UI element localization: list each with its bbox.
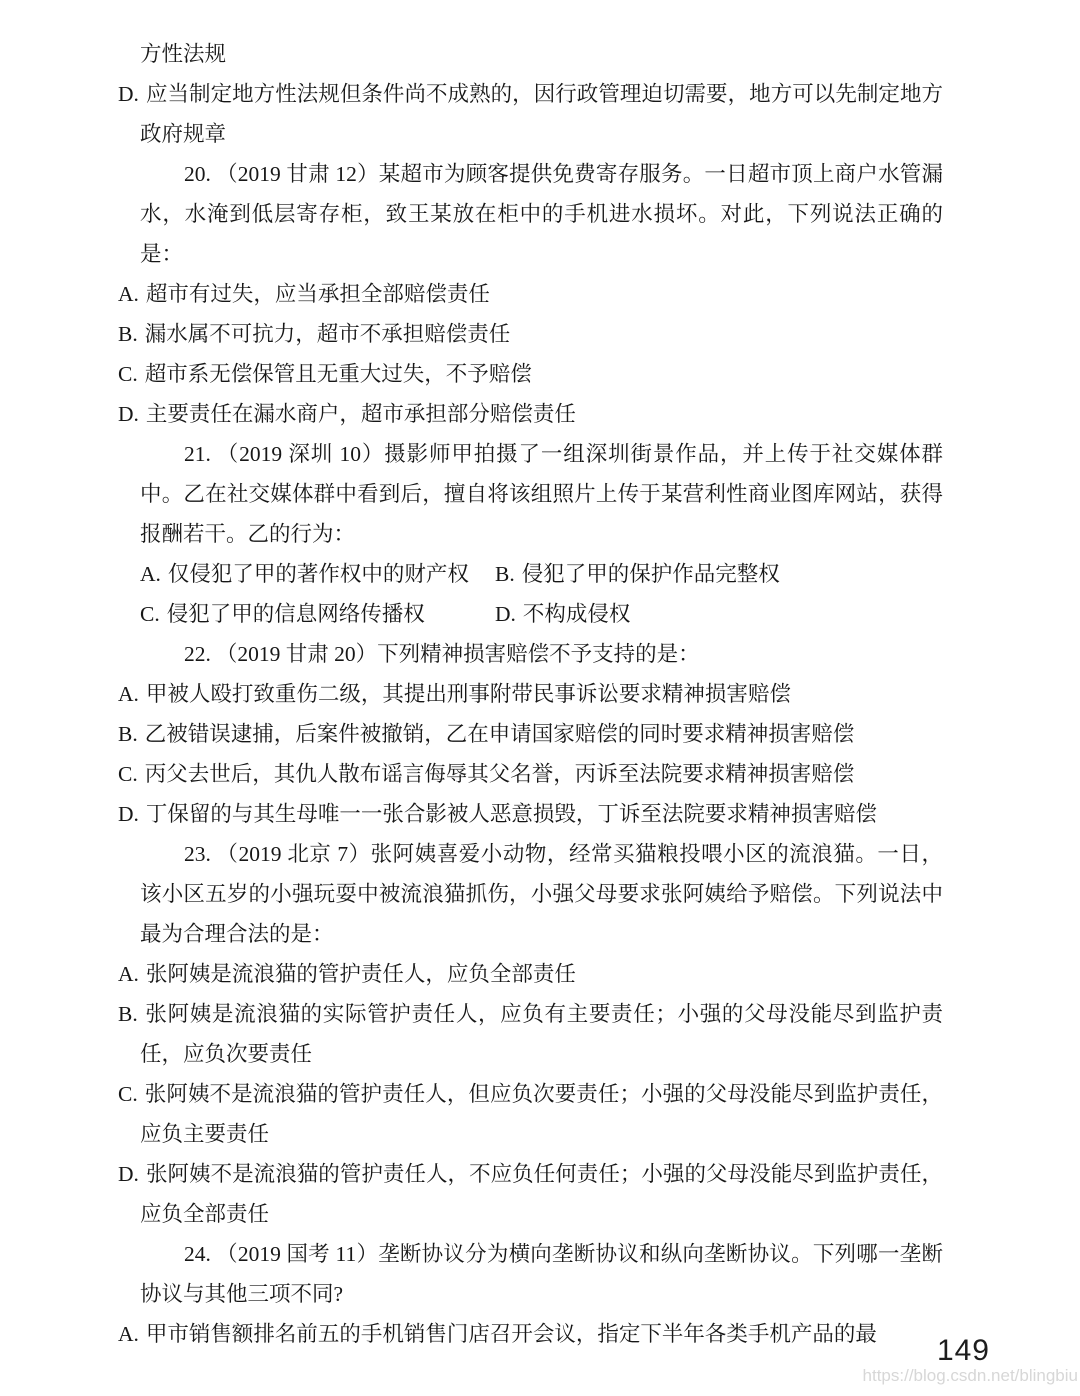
option-text: 丁保留的与其生母唯一一张合影被人恶意损毁，丁诉至法院要求精神损害赔偿 <box>145 802 877 826</box>
question-number: 23. <box>184 842 211 866</box>
option-label: B. <box>118 322 138 346</box>
option-text: 甲市销售额排名前五的手机销售门店召开会议，指定下半年各类手机产品的最 <box>145 1322 877 1346</box>
question-21-option-b <box>495 554 780 594</box>
option-label: A. <box>118 1322 139 1346</box>
option-label: D. <box>118 402 139 426</box>
question-22-option-d <box>118 794 943 834</box>
option-label: A. <box>118 282 139 306</box>
option-label: A. <box>118 962 139 986</box>
option-label: D. <box>118 1162 139 1186</box>
option-text: 超市有过失，应当承担全部赔偿责任 <box>145 282 490 306</box>
page-number: 149 <box>936 1334 990 1367</box>
option-text: 张阿姨是流浪猫的实际管护责任人，应负有主要责任；小强的父母没能尽到监护责任，应负次要责任 <box>140 1002 943 1066</box>
option-label: B. <box>118 722 138 746</box>
question-21-option-d <box>495 594 630 634</box>
question-text: 垄断协议分为横向垄断协议和纵向垄断协议。下列哪一垄断协议与其他三项不同? <box>140 1242 943 1306</box>
option-text: 仅侵犯了甲的著作权中的财产权 <box>167 562 469 586</box>
question-20-option-b <box>118 314 943 354</box>
option-label: B. <box>118 1002 138 1026</box>
option-label: A. <box>140 562 161 586</box>
option-label: C. <box>118 1082 138 1106</box>
option-label: D. <box>118 82 139 106</box>
option-label: A. <box>118 682 139 706</box>
question-text: 张阿姨喜爱小动物，经常买猫粮投喂小区的流浪猫。一日，该小区五岁的小强玩耍中被流浪猫抓伤，小强父母要求张阿姨给予赔偿。下列说法中最为合理合法的是： <box>140 842 943 946</box>
option-text: 侵犯了甲的信息网络传播权 <box>166 602 425 626</box>
question-number: 22. <box>184 642 211 666</box>
question-23-option-b <box>118 994 943 1074</box>
carryover-option-d <box>118 74 943 154</box>
question-20-stem <box>140 154 943 274</box>
question-21-options-row-2 <box>140 594 943 634</box>
question-source: （2019 北京 7） <box>215 842 371 866</box>
option-label: D. <box>495 602 516 626</box>
question-22-stem <box>140 634 943 674</box>
question-21-options-row-1 <box>140 554 943 594</box>
question-20-option-c <box>118 354 943 394</box>
question-number: 21. <box>184 442 211 466</box>
question-text: 某超市为顾客提供免费寄存服务。一日超市顶上商户水管漏水，水淹到低层寄存柜，致王某放在柜中的手机进水损坏。对此，下列说法正确的是： <box>140 162 943 266</box>
option-label: C. <box>140 602 160 626</box>
question-24-stem <box>140 1234 943 1314</box>
watermark-url: https://blog.csdn.net/blingbiu <box>862 1366 1078 1385</box>
question-24-option-a-partial <box>118 1314 943 1354</box>
option-label: C. <box>118 362 138 386</box>
option-label: B. <box>495 562 515 586</box>
question-21-stem <box>140 434 943 554</box>
option-text: 不构成侵权 <box>522 602 631 626</box>
question-text: 下列精神损害赔偿不予支持的是： <box>377 642 700 666</box>
question-number: 24. <box>184 1242 211 1266</box>
question-20-option-a <box>118 274 943 314</box>
option-text: 丙父去世后，其仇人散布谣言侮辱其父名誉，丙诉至法院要求精神损害赔偿 <box>144 762 855 786</box>
option-text: 侵犯了甲的保护作品完整权 <box>521 562 780 586</box>
question-23-option-d <box>118 1154 943 1234</box>
option-text: 乙被错误逮捕，后案件被撤销，乙在申请国家赔偿的同时要求精神损害赔偿 <box>144 722 855 746</box>
question-source: （2019 国考 11） <box>215 1242 379 1266</box>
question-22-option-a <box>118 674 943 714</box>
question-source: （2019 深圳 10） <box>215 442 385 466</box>
question-23-option-c <box>118 1074 943 1154</box>
question-text: 摄影师甲拍摄了一组深圳街景作品，并上传于社交媒体群中。乙在社交媒体群中看到后，擅自将该组照片上传于某营利性商业图库网站，获得报酬若干。乙的行为： <box>140 442 943 546</box>
question-22-option-c <box>118 754 943 794</box>
question-23-option-a <box>118 954 943 994</box>
question-23-stem <box>140 834 943 954</box>
option-text: 甲被人殴打致重伤二级，其提出刑事附带民事诉讼要求精神损害赔偿 <box>145 682 791 706</box>
question-21-option-a <box>140 554 495 594</box>
option-text: 漏水属不可抗力，超市不承担赔偿责任 <box>144 322 511 346</box>
question-20-option-d <box>118 394 943 434</box>
question-21-option-c <box>140 594 495 634</box>
page-content <box>118 34 943 1354</box>
question-22-option-b <box>118 714 943 754</box>
question-source: （2019 甘肃 12） <box>215 162 379 186</box>
option-text: 超市系无偿保管且无重大过失，不予赔偿 <box>144 362 532 386</box>
option-text: 张阿姨不是流浪猫的管护责任人，但应负次要责任；小强的父母没能尽到监护责任，应负主要责任 <box>140 1082 943 1146</box>
option-label: C. <box>118 762 138 786</box>
option-text: 张阿姨不是流浪猫的管护责任人，不应负任何责任；小强的父母没能尽到监护责任，应负全部责任 <box>140 1162 943 1226</box>
option-label: D. <box>118 802 139 826</box>
option-text: 张阿姨是流浪猫的管护责任人，应负全部责任 <box>145 962 576 986</box>
carryover-fragment: 方性法规 <box>140 42 227 66</box>
question-source: （2019 甘肃 20） <box>215 642 378 666</box>
option-text: 主要责任在漏水商户，超市承担部分赔偿责任 <box>145 402 576 426</box>
question-number: 20. <box>184 162 211 186</box>
option-text: 应当制定地方性法规但条件尚不成熟的，因行政管理迫切需要，地方可以先制定地方政府规章 <box>140 82 943 146</box>
